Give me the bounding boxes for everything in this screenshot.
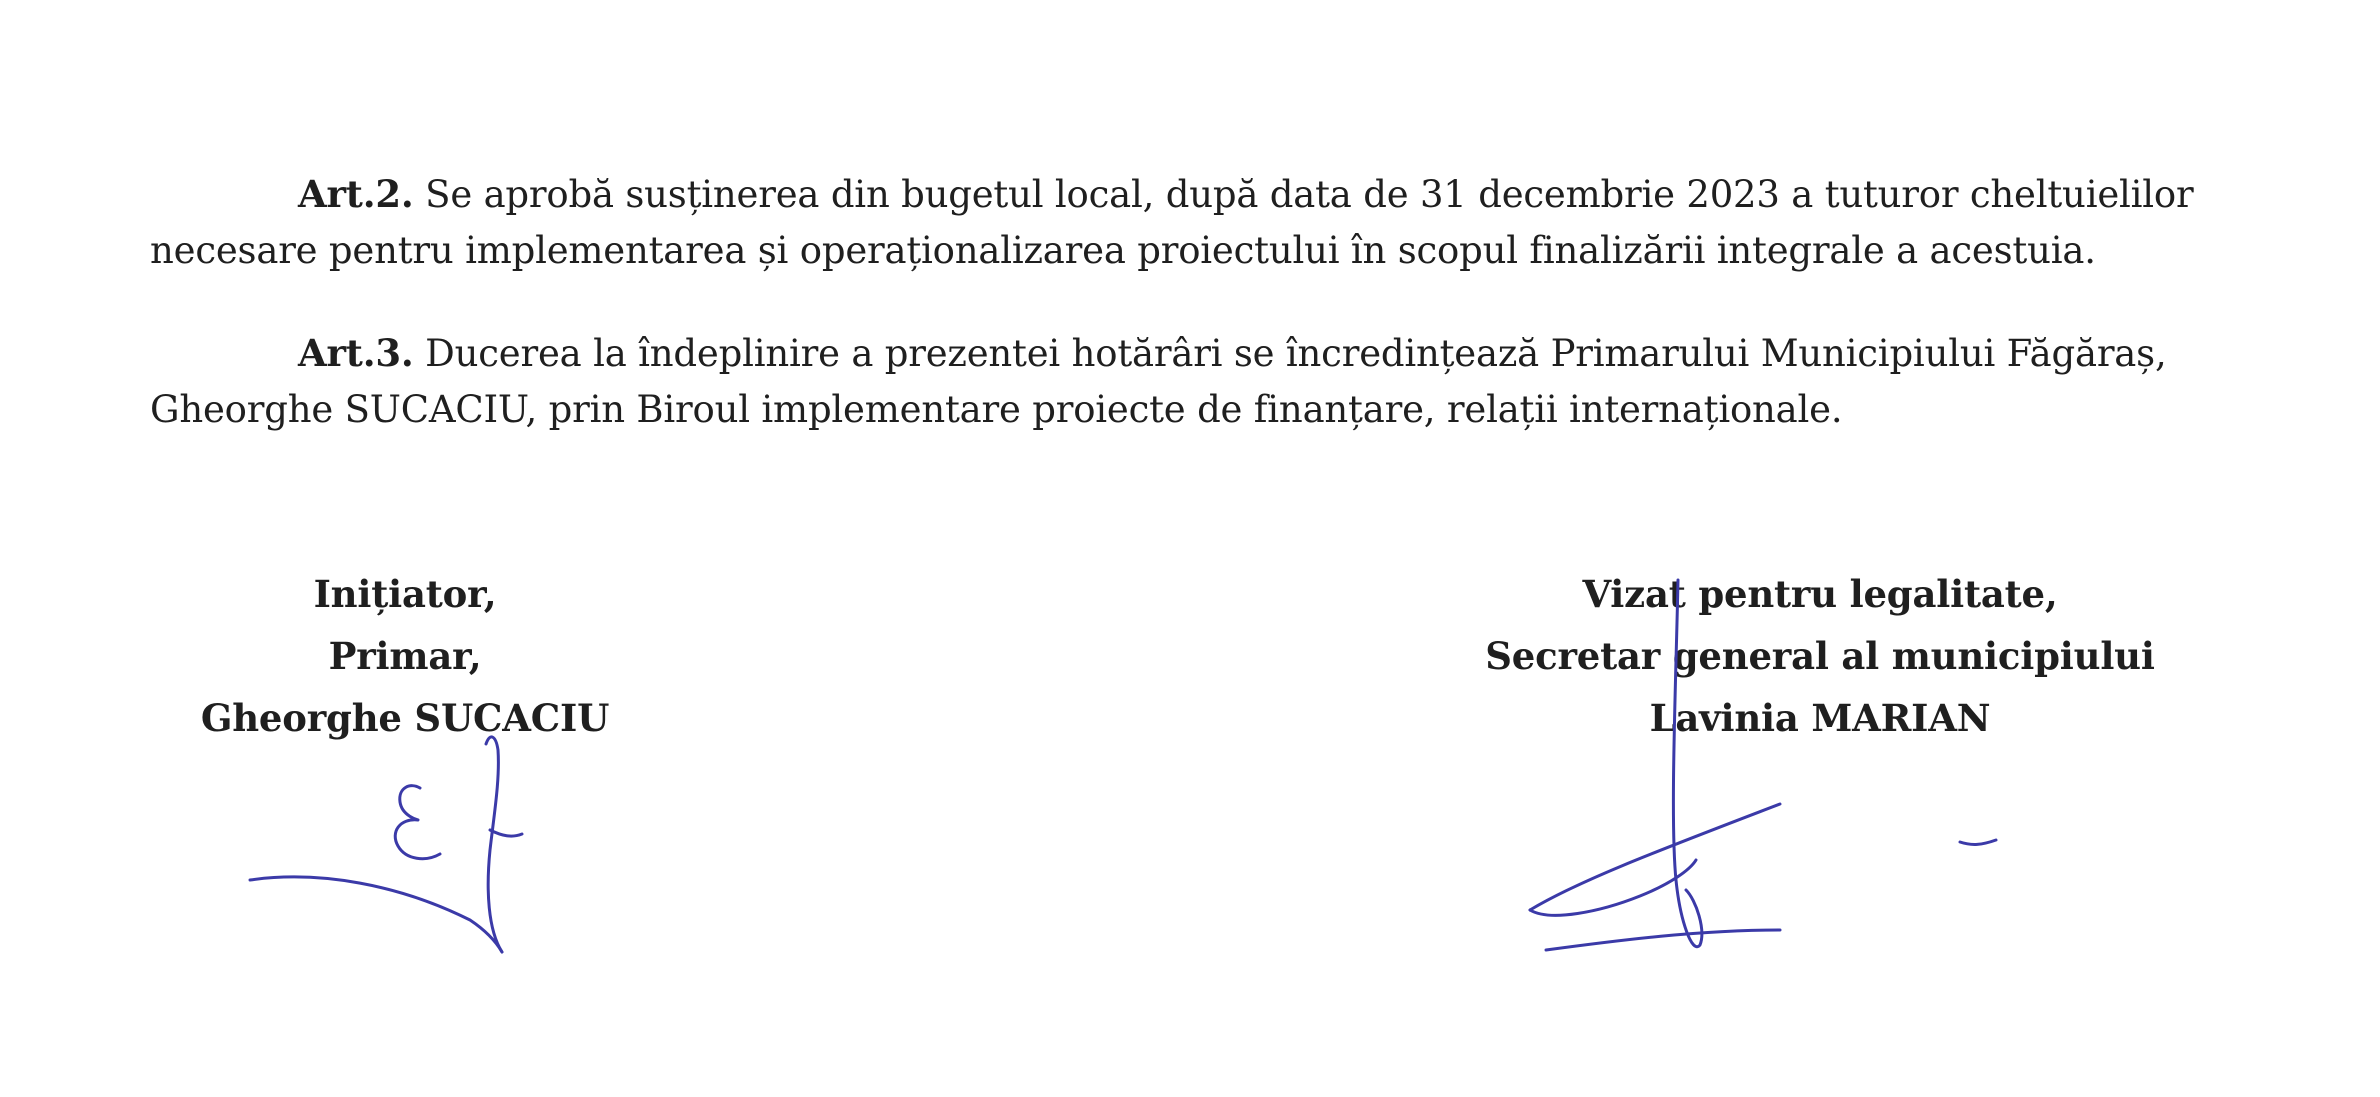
initiator-role: Inițiator,: [313, 572, 497, 616]
initiator-name: Gheorghe SUCACIU: [200, 696, 610, 740]
article-2-label: Art.2.: [298, 172, 414, 216]
article-3-label: Art.3.: [298, 331, 414, 375]
article-3-text: Ducerea la îndeplinire a prezentei hotărâri se încredințează Primarului Municipiului Făgăraș, Gheorghe SUCACIU, prin Biroul implementare proiecte de finanțare, relații internaționale.: [150, 332, 2167, 431]
legality-name: Lavinia MARIAN: [1649, 696, 1991, 740]
article-2: [150, 166, 2250, 279]
initiator-title: Primar,: [328, 634, 482, 678]
article-3: [150, 325, 2250, 438]
legality-title: Secretar general al municipiului: [1485, 634, 2155, 678]
initiator-handwritten-signature: [240, 720, 560, 970]
legality-role: Vizat pentru legalitate,: [1582, 572, 2058, 616]
article-2-text: Se aprobă susținerea din bugetul local, după data de 31 decembrie 2023 a tuturor cheltuielilor necesare pentru implementarea și operaționalizarea proiectului în scopul finalizării integrale a acestuia.: [150, 173, 2194, 272]
legality-handwritten-signature: [1520, 560, 2040, 980]
